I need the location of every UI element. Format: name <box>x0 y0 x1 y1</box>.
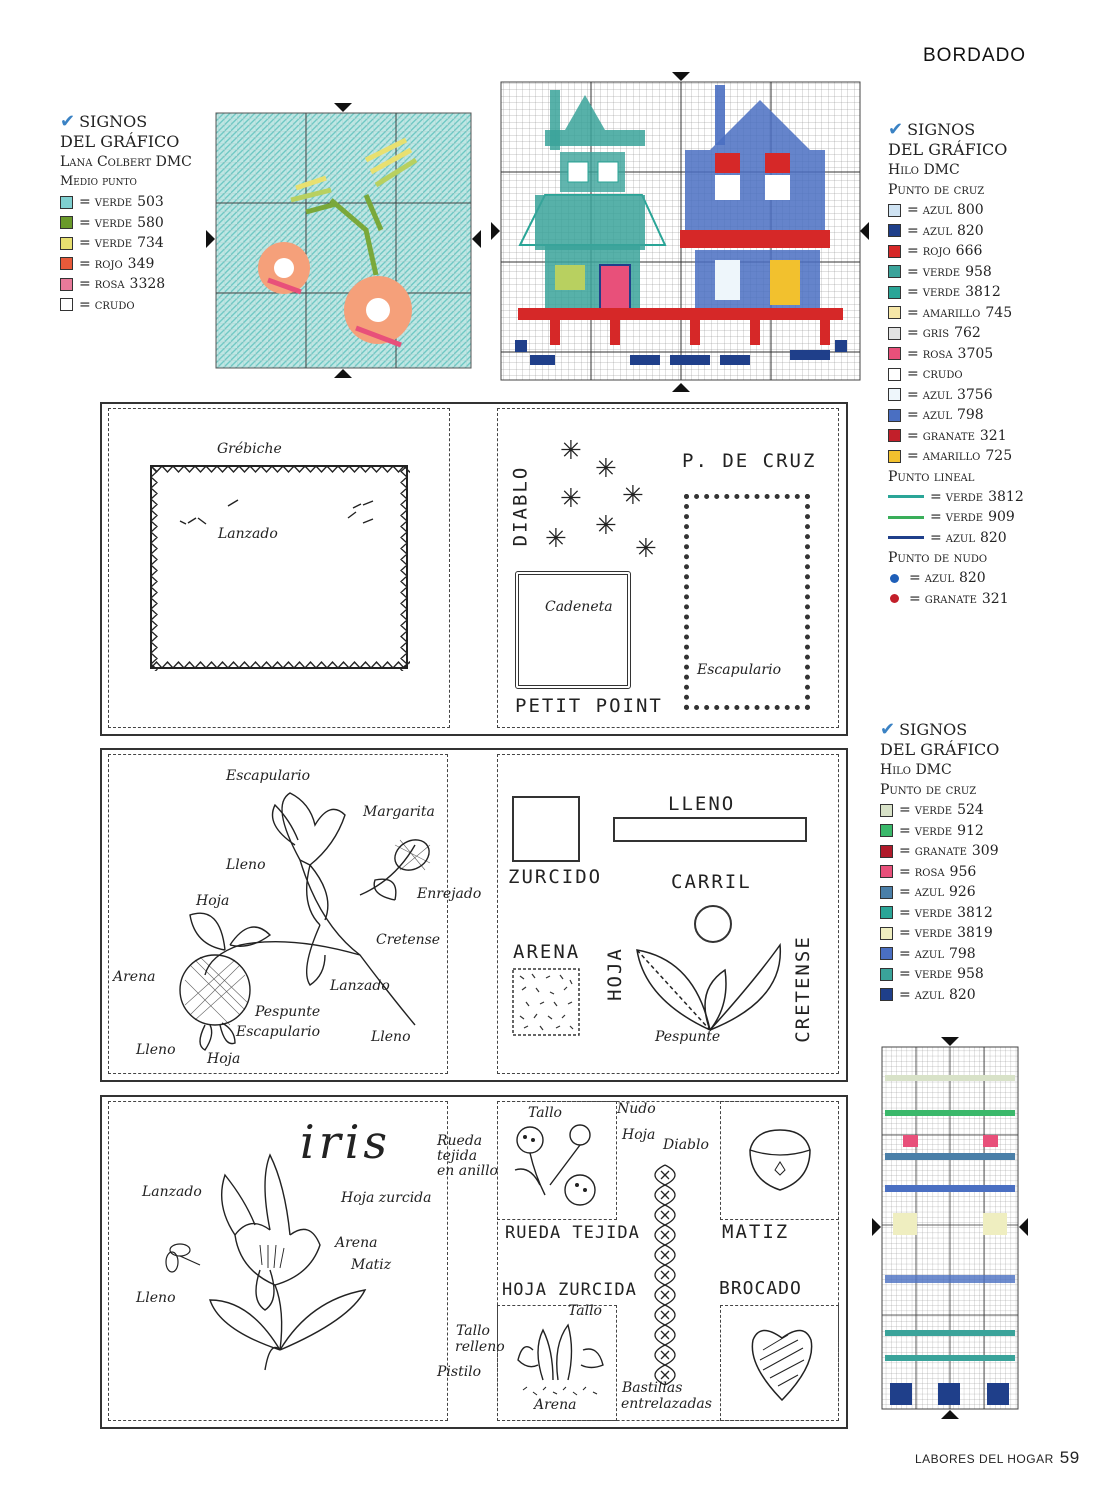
legend-color-code: 762 <box>954 325 981 342</box>
color-swatch <box>888 347 901 360</box>
legend-title: SIGNOS <box>907 120 976 139</box>
legend-row <box>888 385 1058 406</box>
color-swatch <box>888 368 901 381</box>
legend-equals: = <box>907 386 919 403</box>
caption-cretense: CRETENSE <box>791 935 814 1043</box>
border-chart <box>865 1035 1035 1420</box>
legend-color-name: verde <box>922 284 961 301</box>
legend-row <box>888 303 1058 324</box>
legend-thread: Lana Colbert DMC <box>60 154 192 170</box>
arrow-marker-right <box>472 230 481 248</box>
page-number: 59 <box>1059 1448 1080 1467</box>
caption-diablo: DIABLO <box>509 465 532 547</box>
legend-equals: = <box>899 966 911 983</box>
label-pespunte-2: Pespunte <box>655 1029 721 1045</box>
legend-color-code: 3756 <box>956 386 993 403</box>
bastillas-cross <box>661 1251 669 1259</box>
legend-color-code: 958 <box>957 966 984 983</box>
color-swatch <box>60 196 73 209</box>
legend-equals: = <box>899 802 911 819</box>
legend-row <box>60 233 210 254</box>
legend-color-code: 820 <box>956 222 984 239</box>
legend-color-code: 912 <box>957 822 984 839</box>
label-hoja: Hoja <box>196 893 230 909</box>
caption-carril: CARRIL <box>671 871 752 893</box>
arrow-marker-bottom <box>334 369 352 378</box>
line-swatch <box>888 516 924 519</box>
color-swatch <box>880 988 893 1001</box>
legend-row <box>888 426 1058 447</box>
arrow-marker-bottom <box>941 1410 959 1419</box>
arrow-marker-top <box>941 1037 959 1046</box>
legend-equals: = <box>907 284 919 301</box>
caption-hojazurcida: HOJA ZURCIDA <box>502 1280 637 1300</box>
legend-thread: Hilo DMC <box>880 762 952 778</box>
legend-hilo-border <box>880 720 1050 1005</box>
label-pespunte: Pespunte <box>255 1004 321 1020</box>
legend-equals: = <box>79 235 91 252</box>
legend-color-code: 349 <box>127 255 155 272</box>
legend-row <box>60 295 210 316</box>
lleno-bar <box>613 817 807 842</box>
color-swatch <box>888 245 901 258</box>
legend-equals: = <box>899 945 911 962</box>
legend-row <box>880 800 1050 821</box>
rueda-drawing <box>505 1115 610 1210</box>
label-enrejado: Enrejado <box>417 886 482 902</box>
label-escapulario: Escapulario <box>226 768 310 784</box>
legend-color-name: verde <box>94 194 133 211</box>
label-lanzado: Lanzado <box>142 1184 202 1200</box>
legend-row <box>888 344 1058 365</box>
legend-color-name: rojo <box>94 255 123 272</box>
arrow-marker-left <box>491 222 500 240</box>
label-grebiche: Grébiche <box>217 441 282 457</box>
legend-color-name: granate <box>914 843 967 860</box>
legend-color-code: 321 <box>981 590 1009 607</box>
legend-equals: = <box>899 925 911 942</box>
legend-equals: = <box>79 276 91 293</box>
legend-lineal-title: Punto lineal <box>888 468 975 485</box>
color-swatch <box>888 224 901 237</box>
legend-stitch: Medio punto <box>60 174 137 189</box>
bastillas-cross <box>661 1171 669 1179</box>
cherry-chart <box>206 100 484 380</box>
bastillas-cross <box>661 1211 669 1219</box>
legend-color-name: verde <box>914 802 953 819</box>
legend-color-code: 3812 <box>988 488 1024 505</box>
legend-equals: = <box>899 822 911 839</box>
legend-color-name: granate <box>922 427 975 444</box>
legend-row <box>60 192 210 213</box>
color-swatch <box>880 824 893 837</box>
legend-color-code: 800 <box>956 202 984 219</box>
label-tallo: Tallo <box>528 1105 562 1121</box>
legend-color-name: crudo <box>94 296 135 313</box>
legend-row <box>880 985 1050 1006</box>
legend-color-name: azul <box>945 529 975 546</box>
legend-color-code: 926 <box>948 884 976 901</box>
legend-color-name: azul <box>922 222 952 239</box>
arena-square <box>512 968 580 1036</box>
label-escapulario-2: Escapulario <box>236 1024 320 1040</box>
label-margarita: Margarita <box>363 804 435 820</box>
legend-row <box>888 200 1058 221</box>
caption-hoja: HOJA <box>603 947 626 1001</box>
legend-row <box>880 882 1050 903</box>
label-lleno-2: Lleno <box>136 1042 176 1058</box>
color-swatch <box>888 388 901 401</box>
legend-row <box>60 254 210 275</box>
legend-row <box>880 964 1050 985</box>
legend-color-code: 958 <box>965 263 992 280</box>
legend-equals: = <box>899 843 911 860</box>
legend-equals: = <box>930 509 942 526</box>
legend-color-name: verde <box>914 904 953 921</box>
caption-pdecruz: P. DE CRUZ <box>682 450 817 472</box>
legend-row <box>888 405 1058 426</box>
legend-color-name: gris <box>922 325 950 342</box>
legend-equals: = <box>79 296 91 313</box>
color-swatch <box>60 278 73 291</box>
legend-color-name: verde <box>94 214 133 231</box>
footer <box>915 1448 1080 1468</box>
matiz-drawing <box>745 1125 815 1195</box>
arrow-marker-left <box>872 1218 881 1236</box>
legend-equals: = <box>79 214 91 231</box>
check-icon: ✔ <box>60 111 76 132</box>
legend-color-code: 3812 <box>957 904 993 921</box>
flower-drawing <box>150 785 440 1065</box>
legend-color-code: 3328 <box>129 276 166 293</box>
color-swatch <box>888 327 901 340</box>
legend-equals: = <box>907 366 919 383</box>
color-swatch <box>60 237 73 250</box>
color-swatch <box>888 306 901 319</box>
legend-equals: = <box>907 222 919 239</box>
legend-equals: = <box>899 884 911 901</box>
arrow-marker-top <box>672 72 690 81</box>
legend-color-name: verde <box>914 925 953 942</box>
line-swatch <box>888 495 924 498</box>
legend-color-name: azul <box>914 986 944 1003</box>
color-swatch <box>880 804 893 817</box>
legend-title: SIGNOS <box>79 112 148 131</box>
legend-equals: = <box>907 243 919 260</box>
legend-color-name: verde <box>94 235 133 252</box>
bastillas-column <box>640 1160 690 1385</box>
color-swatch <box>888 204 901 217</box>
label-rueda-3: en anillo <box>437 1163 498 1179</box>
legend-color-code: 820 <box>948 986 976 1003</box>
legend-row <box>888 446 1058 467</box>
legend-color-name: verde <box>922 263 961 280</box>
legend-row <box>888 568 1058 589</box>
legend-color-code: 503 <box>137 194 164 211</box>
legend-equals: = <box>930 488 942 505</box>
bastillas-cross <box>661 1371 669 1379</box>
carril-spiral <box>694 905 732 943</box>
legend-equals: = <box>899 863 911 880</box>
legend-stitch: Punto de cruz <box>888 182 985 198</box>
bastillas-cross <box>661 1311 669 1319</box>
legend-color-name: rosa <box>922 345 953 362</box>
legend-row <box>888 323 1058 344</box>
color-swatch <box>888 409 901 422</box>
label-arena-2: Arena <box>534 1397 577 1413</box>
houses-chart <box>490 70 870 395</box>
legend-color-code: 524 <box>957 802 984 819</box>
legend-color-name: azul <box>914 945 944 962</box>
legend-color-name: verde <box>914 966 953 983</box>
legend-lana <box>60 112 210 315</box>
section-title: BORDADO <box>923 45 1027 66</box>
legend-row <box>888 221 1058 242</box>
legend-row <box>888 487 1058 508</box>
bastillas-cross <box>661 1331 669 1339</box>
zurcido-square <box>512 796 580 862</box>
caption-ruedatejida: RUEDA TEJIDA <box>505 1223 640 1243</box>
label-tallorelleno-1: Tallo <box>456 1323 490 1339</box>
caption-petitpoint: PETIT POINT <box>515 695 663 717</box>
legend-color-code: 725 <box>985 448 1013 465</box>
caption-lleno: LLENO <box>668 793 736 815</box>
color-swatch <box>880 927 893 940</box>
label-escapulario: Escapulario <box>697 662 781 678</box>
legend-color-code: 3812 <box>965 284 1001 301</box>
legend-equals: = <box>899 986 911 1003</box>
caption-arena: ARENA <box>513 941 581 963</box>
footer-magazine: LABORES DEL HOGAR <box>915 1452 1054 1466</box>
label-diablo: Diablo <box>663 1137 709 1153</box>
bastillas-cross <box>661 1191 669 1199</box>
knot-swatch <box>890 574 899 583</box>
color-swatch <box>880 968 893 981</box>
label-lanzado: Lanzado <box>218 526 278 542</box>
legend-row <box>888 241 1058 262</box>
arrow-marker-left <box>206 230 215 248</box>
legend-equals: = <box>79 194 91 211</box>
label-rueda-2: tejida <box>437 1148 478 1164</box>
label-hoja-2: Hoja <box>207 1051 241 1067</box>
color-swatch <box>888 429 901 442</box>
label-cadeneta: Cadeneta <box>545 599 613 615</box>
legend-color-name: azul <box>922 202 952 219</box>
legend-row <box>880 903 1050 924</box>
legend-color-code: 666 <box>955 243 983 260</box>
legend-equals: = <box>907 202 919 219</box>
legend-color-name: crudo <box>922 366 963 383</box>
legend-equals: = <box>907 304 919 321</box>
label-cretense: Cretense <box>376 932 441 948</box>
label-arena: Arena <box>335 1235 378 1251</box>
label-tallo-2: Tallo <box>568 1303 602 1319</box>
legend-color-name: azul <box>914 884 944 901</box>
label-arena: Arena <box>113 969 156 985</box>
label-lleno: Lleno <box>136 1290 176 1306</box>
arrow-marker-right <box>1019 1218 1028 1236</box>
iris-title: iris <box>300 1115 392 1169</box>
legend-equals: = <box>907 407 919 424</box>
legend-equals: = <box>909 570 921 587</box>
legend-color-code: 734 <box>137 235 164 252</box>
cadeneta-frame <box>515 571 631 689</box>
arrow-marker-right <box>860 222 869 240</box>
legend-color-name: amarillo <box>922 304 981 321</box>
brocado-heart <box>748 1320 816 1405</box>
bastillas-cross <box>661 1291 669 1299</box>
legend-color-code: 956 <box>949 863 977 880</box>
legend-equals: = <box>907 325 919 342</box>
legend-equals: = <box>79 255 91 272</box>
legend-thread: Hilo DMC <box>888 162 960 178</box>
label-bastillas-2: entrelazadas <box>621 1396 712 1412</box>
legend-row <box>60 274 210 295</box>
check-icon: ✔ <box>888 119 904 140</box>
legend-color-name: azul <box>924 570 954 587</box>
legend-color-name: verde <box>945 509 984 526</box>
color-swatch <box>880 947 893 960</box>
legend-row <box>888 528 1058 549</box>
hojazurcida-drawing <box>513 1320 608 1400</box>
legend-equals: = <box>909 590 921 607</box>
color-swatch <box>880 906 893 919</box>
legend-equals: = <box>907 345 919 362</box>
legend-color-name: rosa <box>94 276 125 293</box>
color-swatch <box>888 450 901 463</box>
legend-color-code: 3819 <box>957 925 993 942</box>
legend-color-code: 3705 <box>957 345 994 362</box>
legend-row <box>880 944 1050 965</box>
legend-color-name: verde <box>945 488 984 505</box>
bastillas-cross <box>661 1351 669 1359</box>
color-swatch <box>60 216 73 229</box>
legend-title-2: DEL GRÁFICO <box>880 740 1000 759</box>
legend-color-code: 745 <box>985 304 1013 321</box>
color-swatch <box>60 298 73 311</box>
label-matiz: Matiz <box>351 1257 392 1273</box>
legend-row <box>880 923 1050 944</box>
legend-color-name: azul <box>922 407 952 424</box>
legend-equals: = <box>930 529 942 546</box>
legend-row <box>888 364 1058 385</box>
label-lleno-3: Lleno <box>371 1029 411 1045</box>
legend-color-name: rojo <box>922 243 951 260</box>
legend-color-name: verde <box>914 822 953 839</box>
color-swatch <box>880 886 893 899</box>
legend-color-code: 798 <box>948 945 976 962</box>
label-bastillas-1: Bastillas <box>622 1380 683 1396</box>
label-pistilo: Pistilo <box>437 1364 482 1380</box>
caption-zurcido: ZURCIDO <box>508 866 603 888</box>
legend-equals: = <box>899 904 911 921</box>
label-rueda-1: Rueda <box>437 1133 483 1149</box>
legend-color-name: azul <box>922 386 952 403</box>
line-swatch <box>888 536 924 539</box>
arrow-marker-bottom <box>672 383 690 392</box>
legend-equals: = <box>907 427 919 444</box>
bastillas-cross <box>661 1231 669 1239</box>
color-swatch <box>888 265 901 278</box>
legend-row <box>60 213 210 234</box>
legend-color-code: 820 <box>979 529 1007 546</box>
legend-color-name: granate <box>924 590 977 607</box>
grebiche-frame <box>148 463 410 671</box>
legend-hilo-houses <box>888 120 1058 609</box>
legend-equals: = <box>907 263 919 280</box>
label-hojazurcida: Hoja zurcida <box>341 1190 432 1206</box>
legend-color-code: 798 <box>956 407 984 424</box>
bastillas-cross <box>661 1271 669 1279</box>
label-lanzado: Lanzado <box>330 978 390 994</box>
legend-row <box>888 507 1058 528</box>
color-swatch <box>880 865 893 878</box>
cherry-left <box>258 242 310 294</box>
caption-brocado: BROCADO <box>719 1278 802 1299</box>
legend-row <box>888 589 1058 610</box>
legend-color-code: 909 <box>988 509 1015 526</box>
legend-row <box>880 821 1050 842</box>
color-swatch <box>888 286 901 299</box>
check-icon: ✔ <box>880 719 896 740</box>
cretense-leaves <box>635 940 785 1035</box>
legend-nudo-title: Punto de nudo <box>888 550 988 566</box>
legend-row <box>880 862 1050 883</box>
legend-color-name: rosa <box>914 863 945 880</box>
arrow-marker-top <box>334 103 352 112</box>
knot-swatch <box>890 594 899 603</box>
legend-color-code: 580 <box>137 214 164 231</box>
label-nudo: Nudo <box>617 1101 656 1117</box>
legend-row <box>888 262 1058 283</box>
legend-color-name: amarillo <box>922 448 981 465</box>
legend-stitch: Punto de cruz <box>880 782 977 798</box>
legend-title-2: DEL GRÁFICO <box>888 140 1008 159</box>
legend-row <box>880 841 1050 862</box>
label-hoja: Hoja <box>622 1127 656 1143</box>
label-tallorelleno-2: relleno <box>455 1339 505 1355</box>
label-lleno: Lleno <box>226 857 266 873</box>
legend-color-code: 309 <box>971 843 999 860</box>
legend-equals: = <box>907 448 919 465</box>
color-swatch <box>60 257 73 270</box>
legend-row <box>888 282 1058 303</box>
legend-color-code: 820 <box>958 570 986 587</box>
caption-matiz: MATIZ <box>722 1221 790 1243</box>
color-swatch <box>880 845 893 858</box>
legend-title-2: DEL GRÁFICO <box>60 132 180 151</box>
legend-color-code: 321 <box>979 427 1007 444</box>
legend-title: SIGNOS <box>899 720 968 739</box>
